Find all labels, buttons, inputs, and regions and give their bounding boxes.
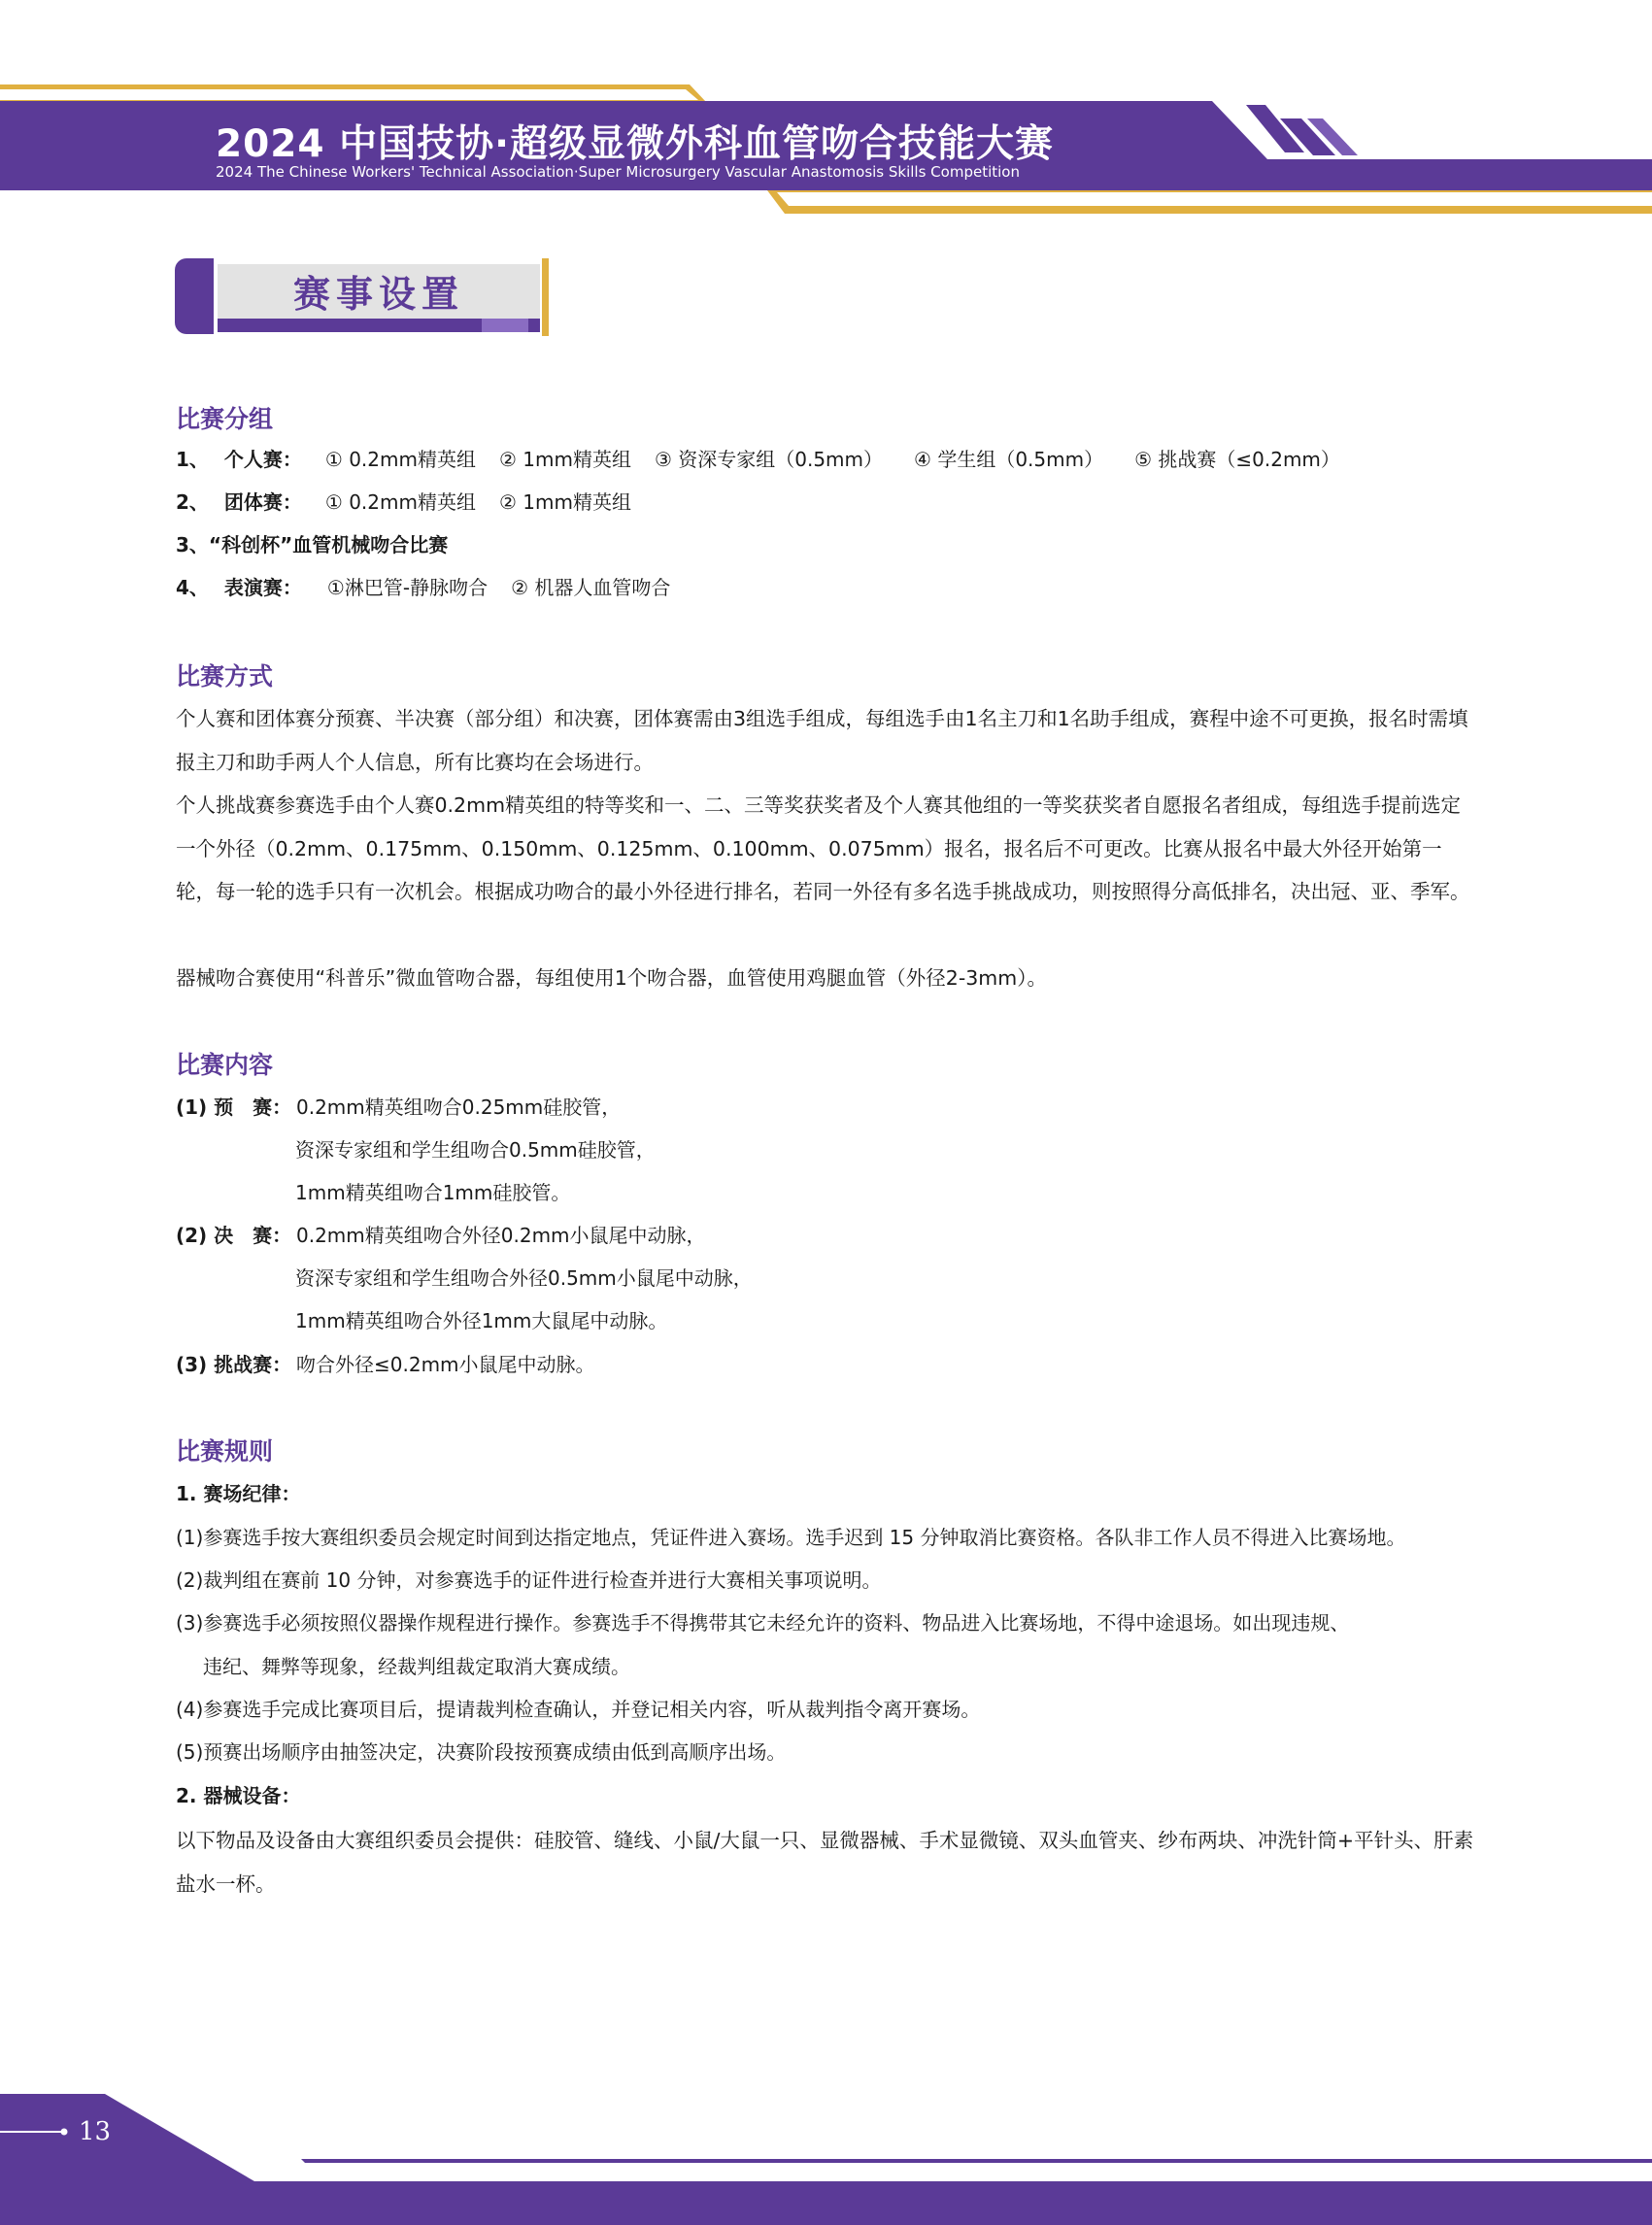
content-line: 资深专家组和学生组吻合外径0.5mm小鼠尾中动脉， [295, 1266, 753, 1290]
rule-item: (4)参赛选手完成比赛项目后，提请裁判检查确认，并登记相关内容，听从裁判指令离开赛场。 [176, 1698, 981, 1721]
group-num: 4、 [176, 576, 209, 599]
content-label: (3) 挑战赛： [176, 1353, 292, 1376]
rules-heading: 比赛规则 [176, 1437, 274, 1466]
group-num: 1、 [176, 448, 209, 471]
group-option: ② 1mm精英组 [498, 490, 631, 514]
header-banner [0, 0, 1652, 223]
group-option: ② 1mm精英组 [498, 448, 631, 471]
group-option: ④ 学生组（0.5mm） [914, 448, 1104, 471]
equipment-text: 以下物品及设备由大赛组织委员会提供：硅胶管、缝线、小鼠/大鼠一只、显微器械、手术显微镜、双头血管夹、纱布两块、冲洗针筒+平针头、肝素盐水一杯。 [176, 1829, 1474, 1896]
group-label: 个人赛： [223, 448, 302, 471]
rule-item: (1)参赛选手按大赛组织委员会规定时间到达指定地点，凭证件进入赛场。选手迟到 15 分钟取消比赛资格。各队非工作人员不得进入比赛场地。 [176, 1526, 1406, 1549]
content-line: 资深专家组和学生组吻合0.5mm硅胶管， [295, 1138, 656, 1162]
group-option: ② 机器人血管吻合 [511, 576, 671, 599]
group-option: ⑤ 挑战赛（≤0.2mm） [1134, 448, 1340, 471]
group-option: ①淋巴管-静脉吻合 [326, 576, 489, 599]
groups-heading: 比赛分组 [176, 405, 274, 433]
group-option: ③ 资深专家组（0.5mm） [654, 448, 884, 471]
group-item-2 [176, 489, 631, 516]
content-line: 0.2mm精英组吻合0.25mm硅胶管， [296, 1096, 622, 1119]
rule-item-continued: 违纪、舞弊等现象，经裁判组裁定取消大赛成绩。 [203, 1655, 630, 1678]
header-title: 2024 中国技协·超级显微外科血管吻合技能大赛 [216, 122, 1054, 166]
rules-subheading: 1. 赛场纪律： [176, 1482, 301, 1505]
rule-item: (2)裁判组在赛前 10 分钟，对参赛选手的证件进行检查并进行大赛相关事项说明。 [176, 1568, 882, 1592]
group-num: 3、 [176, 533, 209, 556]
content-heading: 比赛内容 [176, 1051, 274, 1079]
content-line: 1mm精英组吻合1mm硅胶管。 [295, 1181, 571, 1204]
content-line: 0.2mm精英组吻合外径0.2mm小鼠尾中动脉， [296, 1224, 706, 1247]
content-row-final [176, 1222, 706, 1249]
method-paragraph: 个人挑战赛参赛选手由个人赛0.2mm精英组的特等奖和一、二、三等奖获奖者及个人赛其他组的一等奖获奖者自愿报名者组成，每组选手提前选定一个外径（0.2mm、0.175mm、0.150mm、0.125mm、0.100mm、0.075mm）报名，报名后不可更改。比赛从报名中最大外径开始第一轮，每一轮的选手只有一次机会。根据成功吻合的最小外径进行排名，若同一外径有多名选手挑战成功，则按照得分高低排名，决出冠、亚、季军。 [176, 793, 1470, 903]
group-item-4 [176, 574, 670, 601]
group-num: 2、 [176, 490, 209, 514]
group-item-3 [176, 531, 448, 558]
group-option: ① 0.2mm精英组 [324, 448, 476, 471]
method-paragraph: 器械吻合赛使用“科普乐”微血管吻合器，每组使用1个吻合器，血管使用鸡腿血管（外径2-3mm）。 [176, 966, 1047, 990]
section-badge-title: 赛事设置 [292, 273, 464, 316]
rule-item: (3)参赛选手必须按照仪器操作规程进行操作。参赛选手不得携带其它未经允许的资料、物品进入比赛场地，不得中途退场。如出现违规、 [176, 1611, 1350, 1635]
rule-item: (5)预赛出场顺序由抽签决定，决赛阶段按预赛成绩由低到高顺序出场。 [176, 1740, 787, 1764]
page-number: 13 [79, 2117, 112, 2146]
content-line: 吻合外径≤0.2mm小鼠尾中动脉。 [296, 1353, 595, 1376]
footer-band [0, 2088, 1652, 2225]
rules-subheading: 2. 器械设备： [176, 1784, 301, 1807]
group-label: 表演赛： [223, 576, 302, 599]
group-option: ① 0.2mm精英组 [324, 490, 476, 514]
group-label: 团体赛： [223, 490, 302, 514]
content-label: (2) 决 赛： [176, 1224, 292, 1247]
content-row-challenge [176, 1351, 595, 1378]
content-line: 1mm精英组吻合外径1mm大鼠尾中动脉。 [295, 1309, 668, 1332]
method-paragraph: 个人赛和团体赛分预赛、半决赛（部分组）和决赛，团体赛需由3组选手组成，每组选手由1名主刀和1名助手组成，赛程中途不可更换，报名时需填报主刀和助手两人个人信息，所有比赛均在会场进行。 [176, 707, 1468, 774]
group-label: “科创杯”血管机械吻合比赛 [208, 533, 449, 556]
content-label: (1) 预 赛： [176, 1096, 292, 1119]
header-subtitle: 2024 The Chinese Workers' Technical Association·Super Microsurgery Vascular Anastomosis Skills Competition [216, 163, 1020, 181]
group-item-1 [176, 446, 1340, 473]
content-row-prelim [176, 1094, 621, 1121]
method-heading: 比赛方式 [176, 662, 274, 691]
